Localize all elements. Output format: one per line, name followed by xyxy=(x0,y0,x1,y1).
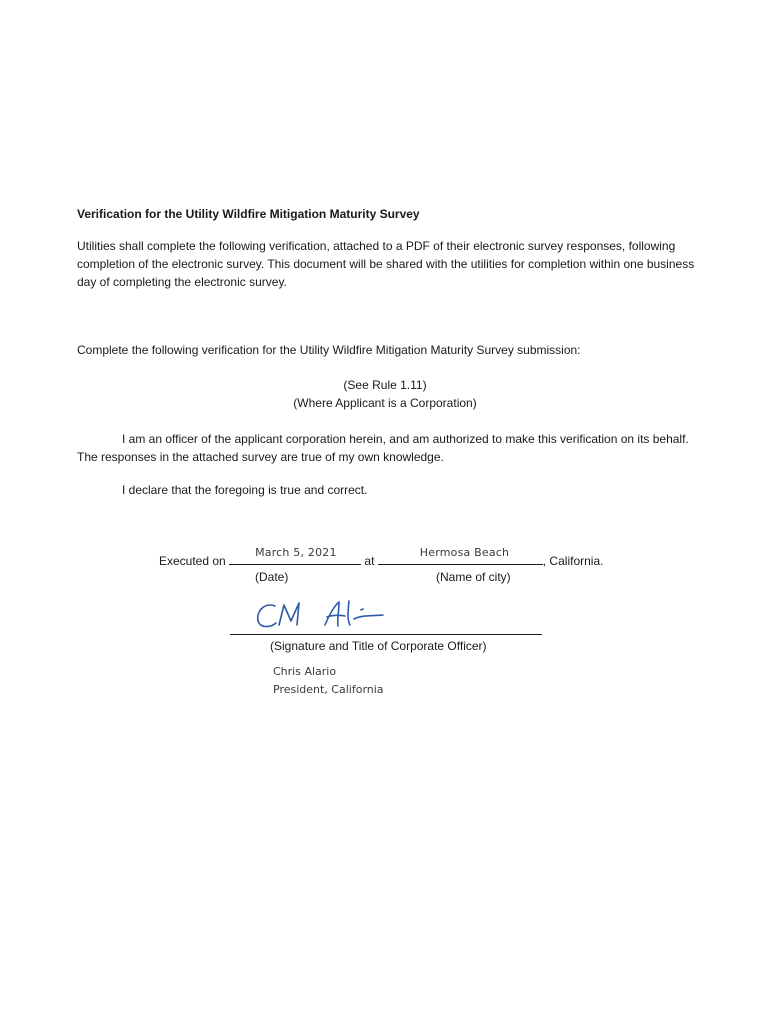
document-title: Verification for the Utility Wildfire Mitigation Maturity Survey xyxy=(77,207,420,221)
signer-block xyxy=(273,663,384,699)
signer-name: Chris Alario xyxy=(273,665,337,678)
executed-prefix: Executed on xyxy=(159,554,226,568)
signature-caption: (Signature and Title of Corporate Officer) xyxy=(270,639,487,653)
city-label: (Name of city) xyxy=(436,570,511,584)
city-field xyxy=(378,546,543,565)
officer-statement: I am an officer of the applicant corporation herein, and am authorized to make this verification on its behalf. The responses in the attached survey are true of my own knowledge. xyxy=(77,432,689,464)
executed-suffix: , California. xyxy=(542,554,604,568)
rule-reference: (See Rule 1.11) xyxy=(343,378,427,392)
handwritten-signature xyxy=(253,597,393,631)
signature-line xyxy=(230,634,542,635)
executed-connector: at xyxy=(364,554,375,568)
intro-paragraph: Utilities shall complete the following verification, attached to a PDF of their electronic survey responses, following completion of the electronic survey. This document will be shared with the utilities for completion within one business day of completing the electronic survey. xyxy=(77,239,695,289)
city-value: Hermosa Beach xyxy=(419,546,510,559)
date-label: (Date) xyxy=(255,570,289,584)
declaration-text: I declare that the foregoing is true and correct. xyxy=(122,483,368,497)
date-field xyxy=(229,546,361,565)
instruction-text: Complete the following verification for the Utility Wildfire Mitigation Maturity Survey submission: xyxy=(77,343,581,357)
date-value: March 5, 2021 xyxy=(255,546,337,559)
executed-line xyxy=(159,546,604,568)
applicant-type: (Where Applicant is a Corporation) xyxy=(293,396,477,410)
signer-title: President, California xyxy=(273,683,384,696)
